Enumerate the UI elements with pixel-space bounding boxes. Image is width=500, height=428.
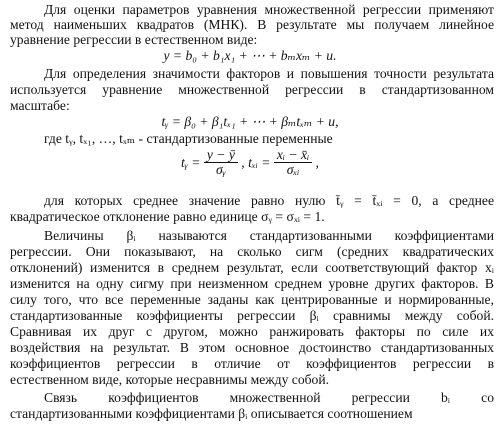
paragraph-line: квадратическое отклонение равно единице σᵧ = σₓᵢ = 1.	[10, 209, 325, 224]
paragraph-line: отклонений) изменится в среднем результат, если соответствующий фактор xᵢ	[10, 260, 494, 275]
paragraph-line: Для оценки параметров уравнения множественной регрессии применяют	[44, 2, 494, 17]
paragraph-line: где tᵧ, tₓ₁, …, tₓₘ - стандартизованные переменные	[44, 131, 333, 146]
fraction-numerator: xᵢ − x̄ᵢ	[274, 148, 312, 163]
equation-linear-regression: y = b₀ + b₁x₁ + ⋯ + bₘxₘ + u.	[163, 48, 337, 63]
paragraph-line: Для определения значимости факторов и повышения точности результата	[44, 66, 494, 81]
paragraph-line: силу того, что все переменные заданы как центрированные и нормированные,	[10, 292, 494, 307]
eq3-end: ,	[315, 154, 320, 170]
paragraph-line: изменится на одну сигму при неизменном среднем уровне других факторов. В	[10, 276, 494, 291]
fraction-numerator: y − ȳ	[204, 148, 238, 163]
fraction-denominator: σᵧ	[215, 162, 226, 177]
equation-standardized-variables	[0, 148, 500, 188]
equation-standardized-regression: tᵧ = β₀ + β₁tₓ₁ + ⋯ + βₘtₓₘ + u,	[161, 114, 339, 129]
eq3-separator: , tₓᵢ =	[241, 154, 271, 170]
fraction-ty	[204, 148, 238, 177]
paragraph-line: метод наименьших квадратов (МНК). В результате мы получаем линейное	[10, 17, 494, 32]
paragraph-line: стандартизованные коэффициенты регрессии βᵢ сравнимы между собой.	[10, 308, 494, 323]
fraction-tx	[274, 148, 312, 177]
paragraph-line: масштабе:	[10, 98, 70, 113]
paragraph-line: уравнение регрессии в естественном виде:	[10, 32, 258, 47]
paragraph-line: воздействия на результат. В этом основное достоинство стандартизованных	[10, 340, 494, 355]
paragraph-line: коэффициентов регрессии в отличие от коэффициентов регрессии в	[10, 356, 494, 371]
paragraph-line: Связь коэффициентов множественной регрессии bᵢ со	[44, 390, 494, 405]
paragraph-line: регрессии. Они показывают, на сколько сигм (средних квадратических	[10, 244, 494, 259]
eq3-lhs1: tᵧ =	[180, 154, 201, 170]
paragraph-line: для которых среднее значение равно нулю t̄ᵧ = t̄ₓᵢ = 0, а среднее	[44, 193, 494, 208]
paragraph-line: используется уравнение множественной регрессии в стандартизованном	[10, 82, 494, 97]
paragraph-line: стандартизованными коэффициентами βᵢ описывается соотношением	[10, 406, 413, 421]
fraction-denominator: σₓᵢ	[286, 162, 300, 177]
paragraph-line: естественном виде, которые несравнимы между собой.	[10, 372, 330, 387]
paragraph-line: Сравнивая их друг с другом, можно ранжировать факторы по силе их	[10, 324, 494, 339]
paragraph-line: Величины βᵢ называются стандартизованными коэффициентами	[44, 228, 494, 243]
